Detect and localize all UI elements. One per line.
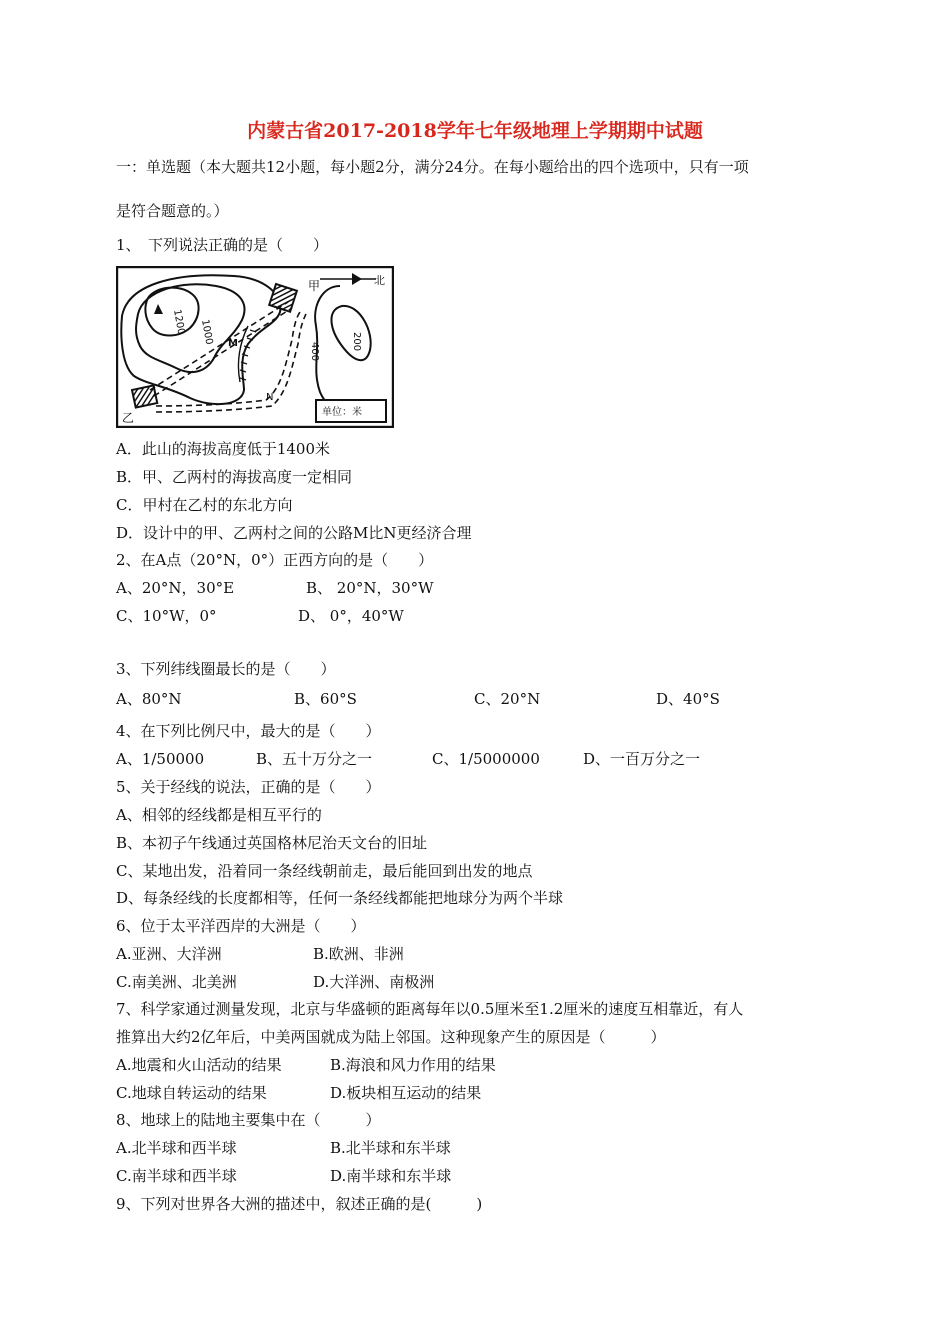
q4-option-b: B、五十万分之一	[256, 750, 373, 768]
page-title: 内蒙古省2017-2018学年七年级地理上学期期中试题	[247, 120, 703, 142]
question-9-stem: 9、下列对世界各大洲的描述中，叙述正确的是( )	[116, 1195, 483, 1213]
q4-option-c: C、1/5000000	[432, 750, 540, 768]
label-1200: 1200	[171, 308, 187, 336]
q2-option-d: D、 0°，40°W	[298, 607, 404, 625]
q5-option-c: C、某地出发，沿着同一条经线朝前走，最后能回到出发的地点	[116, 862, 533, 880]
q6-option-d: D.大洋洲、南极洲	[313, 973, 435, 991]
q8-option-c: C.南半球和西半球	[116, 1167, 237, 1185]
question-1-stem: 1、 下列说法正确的是（ ）	[116, 236, 329, 254]
q3-option-c: C、20°N	[474, 690, 541, 708]
q7-option-d: D.板块相互运动的结果	[330, 1084, 482, 1102]
q6-option-a: A.亚洲、大洋洲	[116, 945, 222, 963]
label-400: 400	[309, 342, 320, 362]
q6-option-b: B.欧洲、非洲	[313, 945, 404, 963]
q5-option-a: A、相邻的经线都是相互平行的	[116, 806, 322, 824]
q8-option-b: B.北半球和东半球	[330, 1139, 451, 1157]
q1-option-a: A．此山的海拔高度低于1400米	[116, 440, 331, 458]
q4-option-d: D、一百万分之一	[583, 750, 701, 768]
label-unit: 单位：米	[322, 407, 362, 418]
q7-option-a: A.地震和火山活动的结果	[116, 1056, 282, 1074]
question-6-stem: 6、位于太平洋西岸的大洲是（ ）	[116, 917, 366, 935]
section-instructions-line1: 一：单选题（本大题共12小题，每小题2分，满分24分。在每小题给出的四个选项中，只有一项	[116, 158, 749, 176]
q3-option-a: A、80°N	[116, 690, 182, 708]
label-yi: 乙	[122, 411, 135, 425]
q6-option-c: C.南美洲、北美洲	[116, 973, 237, 991]
q5-option-b: B、本初子午线通过英国格林尼治天文台的旧址	[116, 834, 428, 852]
q2-option-b: B、 20°N，30°W	[306, 579, 434, 597]
contour-map	[116, 266, 394, 428]
q7-option-b: B.海浪和风力作用的结果	[330, 1056, 496, 1074]
q4-option-a: A、1/50000	[116, 750, 205, 768]
label-m: M	[228, 338, 238, 349]
q2-option-c: C、10°W，0°	[116, 607, 217, 625]
q1-option-c: C．甲村在乙村的东北方向	[116, 496, 293, 514]
question-7-line2: 推算出大约2亿年后，中美两国就成为陆上邻国。这种现象产生的原因是（ ）	[116, 1028, 666, 1046]
q8-option-a: A.北半球和西半球	[116, 1139, 237, 1157]
label-200: 200	[351, 332, 362, 352]
label-jia: 甲	[308, 279, 321, 293]
village-yi-marker	[132, 385, 157, 407]
section-instructions-line2: 是符合题意的。）	[116, 202, 229, 220]
question-7-line1: 7、科学家通过测量发现，北京与华盛顿的距离每年以0.5厘米至1.2厘米的速度互相靠近，有人	[116, 1000, 744, 1018]
q2-option-a: A、20°N，30°E	[116, 579, 235, 597]
label-north: 北	[374, 274, 385, 287]
question-8-stem: 8、地球上的陆地主要集中在（ ）	[116, 1111, 381, 1129]
q3-option-d: D、40°S	[656, 690, 720, 708]
q8-option-d: D.南半球和东半球	[330, 1167, 452, 1185]
label-n: N	[266, 392, 274, 403]
q5-option-d: D、每条经线的长度都相等，任何一条经线都能把地球分为两个半球	[116, 889, 564, 907]
question-3-stem: 3、下列纬线圈最长的是（ ）	[116, 660, 336, 678]
q1-option-b: B．甲、乙两村的海拔高度一定相同	[116, 468, 353, 486]
question-2-stem: 2、在A点（20°N，0°）正西方向的是（ ）	[116, 551, 434, 569]
q7-option-c: C.地球自转运动的结果	[116, 1084, 267, 1102]
q1-option-d: D．设计中的甲、乙两村之间的公路M比N更经济合理	[116, 524, 472, 542]
question-4-stem: 4、在下列比例尺中，最大的是（ ）	[116, 722, 381, 740]
question-5-stem: 5、关于经线的说法，正确的是（ ）	[116, 778, 381, 796]
label-1000: 1000	[199, 318, 215, 346]
q3-option-b: B、60°S	[294, 690, 357, 708]
